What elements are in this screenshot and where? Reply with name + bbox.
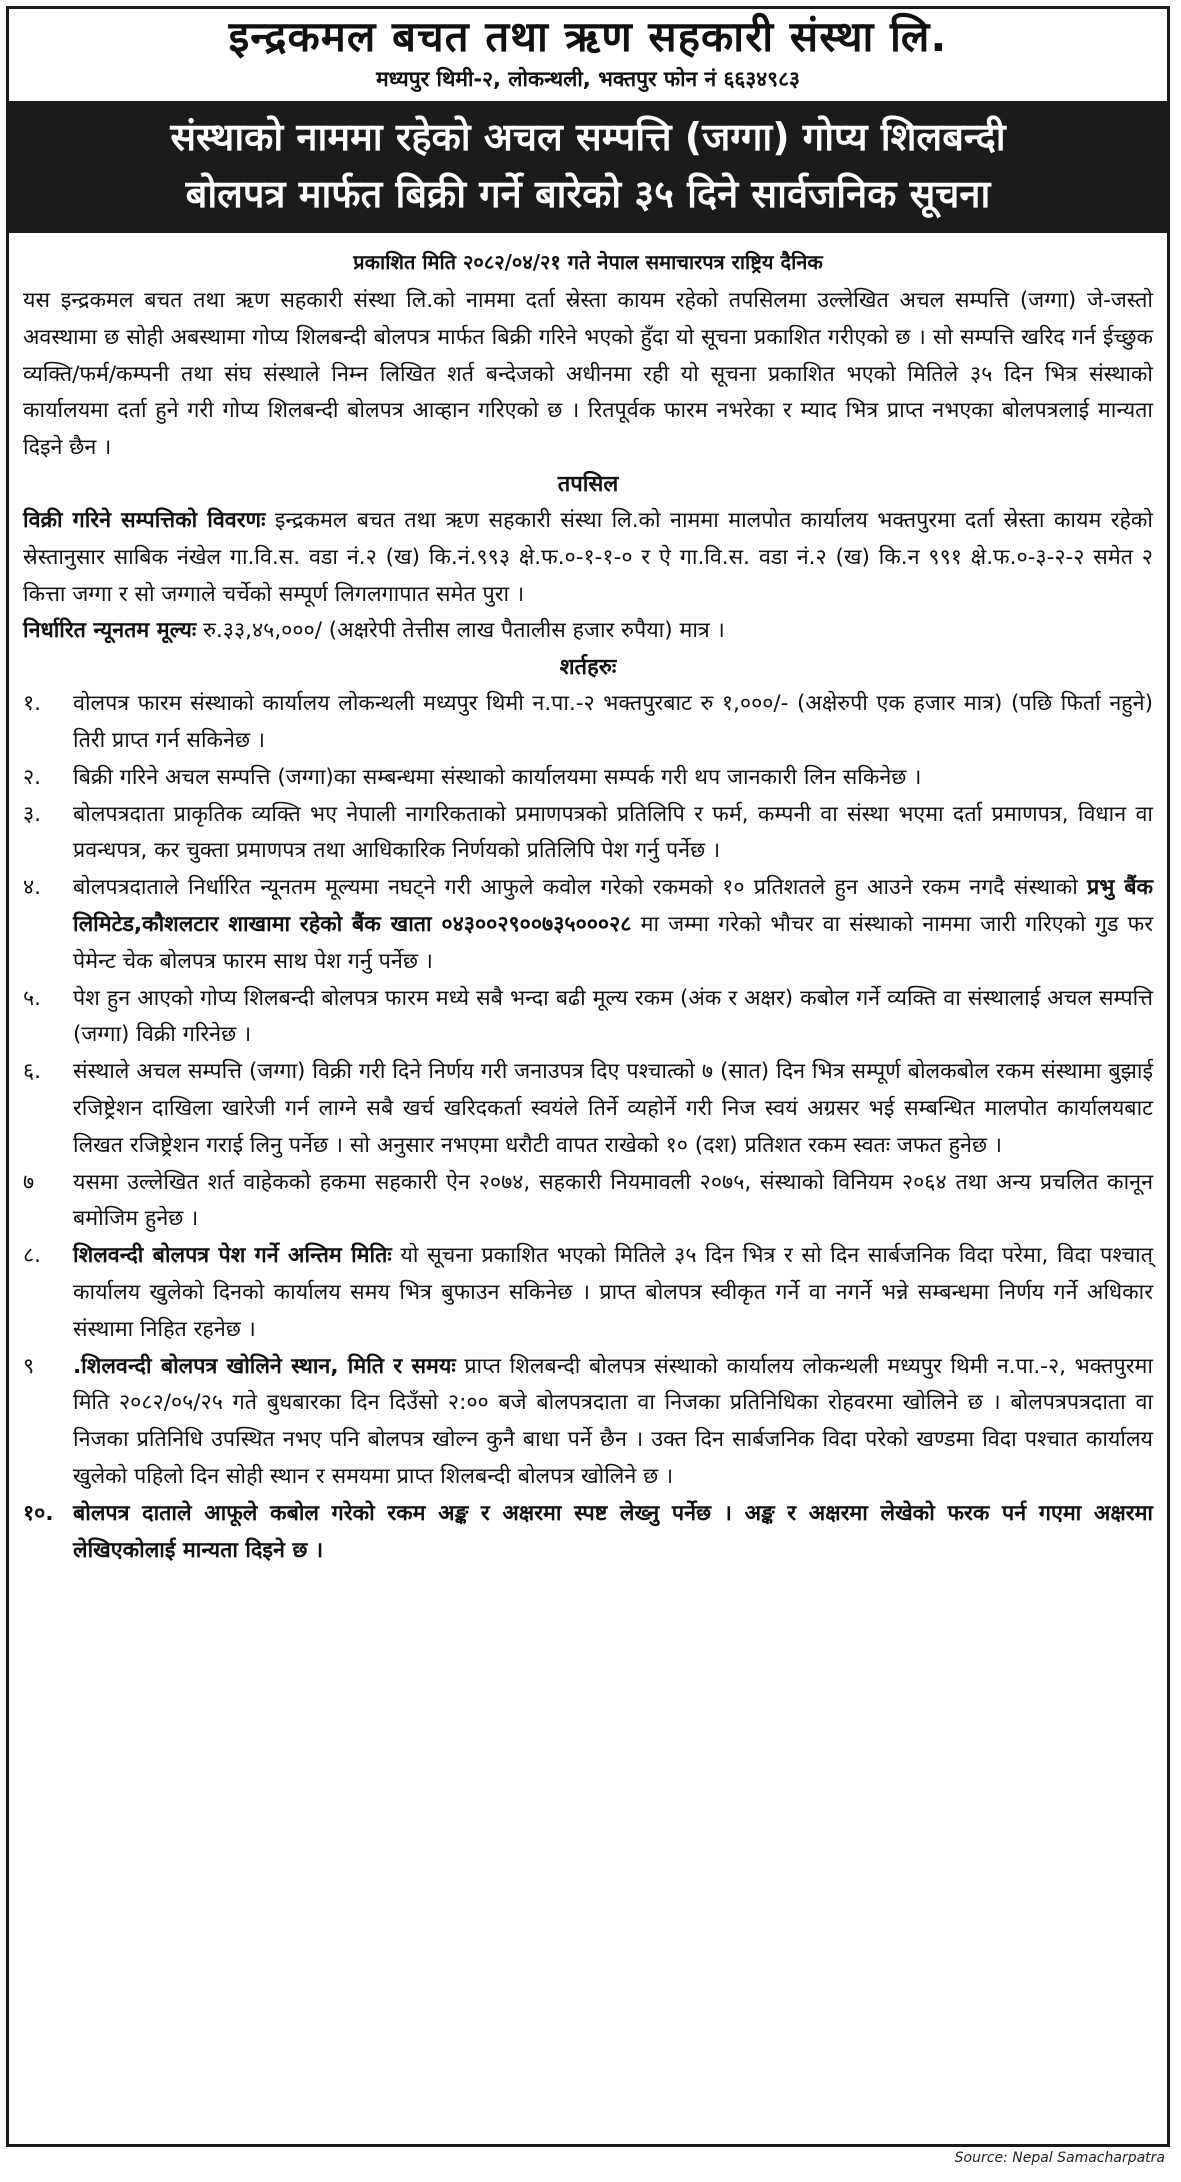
condition-number: २.	[23, 764, 42, 790]
source-credit: Source: Nepal Samacharpatra	[954, 2150, 1165, 2166]
condition-text: संस्थाले अचल सम्पत्ति (जग्गा) विक्री गरी दिने निर्णय गरी जनाउपत्र दिए पश्चात्को ७ (सात) दिन भित्र सम्पूर्ण बोलकबोल रकम संस्थामा बुझाई रजिष्ट्रेशन दाखिला खारेजी गर्न लाग्ने सबै खर्च खरिदकर्ता स्वयंले तिर्ने व्यहोर्ने गरी निज स्वयं अग्रसर भई सम्बन्धित मालपोत कार्यालयबाट लिखत रजिष्ट्रेशन गराई लिनु पर्नेछ । सो अनुसार नभएमा धरौटी वापत राखेको १० (दश) प्रतिशत रकम स्वतः जफत हुनेछ ।	[73, 1059, 1153, 1158]
condition-number: ४.	[23, 875, 42, 901]
property-label: विक्री गरिने सम्पत्तिको विवरणः	[23, 507, 266, 533]
condition-number: ३.	[23, 801, 42, 827]
condition-text-part: मा जम्मा गरेको भौचर वा संस्थाको नाममा जारी गरिएको गुड फर पेमेन्ट चेक बोलपत्र फारम साथ पेश गर्नु पर्नेछ ।	[73, 911, 1153, 974]
condition-text	[73, 870, 1153, 980]
condition-text: पेश हुन आएको गोप्य शिलबन्दी बोलपत्र फारम मध्ये सबै भन्दा बढी मूल्य रकम (अंक र अक्षर) कबोल गर्ने व्यक्ति वा संस्थालाई अचल सम्पत्ति (जग्गा) विक्री गरिनेछ ।	[73, 985, 1153, 1048]
conditions-heading: शर्तहरुः	[559, 655, 617, 681]
condition-text: बोलपत्रदाता प्राकृतिक व्यक्ति भए नेपाली नागरिकताको प्रमाणपत्रको प्रतिलिपि र फर्म, कम्पनी वा संस्था भएमा दर्ता प्रमाणपत्र, विधान वा प्रवन्धपत्र, कर चुक्ता प्रमाणपत्र तथा आधिकारिक निर्णयको प्रतिलिपि पेश गर्नु पर्नेछ ।	[73, 801, 1153, 864]
intro-paragraph: यस इन्द्रकमल बचत तथा ऋण सहकारी संस्था लि.को नाममा दर्ता स्रेस्ता कायम रहेको तपसिलमा उल्लेखित अचल सम्पत्ति (जग्गा) जे-जस्तो अवस्थामा छ सोही अबस्थामा गोप्य शिलबन्दी बोलपत्र मार्फत बिक्री गरिने भएको हुँदा यो सूचना प्रकाशित गरीएको छ । सो सम्पत्ति खरिद गर्न ईच्छुक व्यक्ति/फर्म/कम्पनी तथा संघ संस्थाले निम्न लिखित शर्त बन्देजको अधीनमा रही यो सूचना प्रकाशित भएको मितिले ३५ दिन भित्र संस्थाको कार्यालयमा दर्ता हुने गरी गोप्य शिलबन्दी बोलपत्र आव्हान गरिएको छ । रितपूर्वक फारम नभरेका र म्याद भित्र प्राप्त नभएका बोलपत्रलाई मान्यता दिइने छैन ।	[23, 288, 1153, 461]
conditions-list	[23, 686, 1153, 1569]
schedule-heading: तपसिल	[557, 471, 619, 497]
notice-body	[9, 247, 1167, 1569]
minimum-price	[23, 613, 1153, 650]
condition-number: १.	[23, 691, 42, 717]
published-date: प्रकाशित मिति २०८२/०४/२१ गते नेपाल समाचारपत्र राष्ट्रिय दैनिक	[353, 250, 823, 274]
condition-number: ५.	[23, 985, 42, 1011]
condition-item	[23, 1349, 1153, 1496]
banner-line-2: बोलपत्र मार्फत बिक्री गर्ने बारेको ३५ दिने सार्वजनिक सूचना	[185, 172, 991, 216]
property-description	[23, 503, 1153, 613]
organization-address: मध्यपुर थिमी-२, लोकन्थली, भक्तपुर फोन नं ६६३४९८३	[376, 67, 800, 91]
notice-title-banner	[9, 101, 1167, 233]
condition-text: यसमा उल्लेखित शर्त वाहेकको हकमा सहकारी ऐन २०७४, सहकारी नियमावली २०७५, संस्थाको विनियम २०६४ तथा अन्य प्रचलित कानून बमोजिम हुनेछ ।	[73, 1169, 1153, 1232]
condition-number: ७	[23, 1169, 35, 1195]
condition-number: ९	[23, 1353, 35, 1379]
property-text: इन्द्रकमल बचत तथा ऋण सहकारी संस्था लि.को नाममा मालपोत कार्यालय भक्तपुरमा दर्ता स्रेस्ता कायम रहेको स्रेस्तानुसार साबिक नंखेल गा.वि.स. वडा नं.२ (ख) कि.नं.९९३ क्षे.फ.०-१-१-० र ऐ गा.वि.स. वडा नं.२ (ख) कि.न ९९१ क्षे.फ.०-३-२-२ समेत २ कित्ता जग्गा र सो जग्गाले चर्चेको सम्पूर्ण लिगलगापात समेत पुरा ।	[23, 507, 1153, 607]
bank-account-details: प्रभु बैंक लिमिटेड,कौशलटार शाखामा रहेको बैंक खाता ०४३००२९००७३५०००२८	[73, 875, 1153, 937]
condition-item	[23, 1238, 1153, 1348]
minimum-price-text: रु.३३,४५,०००/ (अक्षरेपी तेत्तीस लाख पैतालीस हजार रुपैया) मात्र ।	[196, 618, 725, 644]
condition-label: .शिलवन्दी बोलपत्र खोलिने स्थान, मिति र समयः	[73, 1353, 456, 1379]
condition-text: वोलपत्र फारम संस्थाको कार्यालय लोकन्थली मध्यपुर थिमी न.पा.-२ भक्तपुरबाट रु १,०००/- (अक्षेरुपी एक हजार मात्र) (पछि फिर्ता नहुने) तिरी प्राप्त गर्न सकिनेछ ।	[73, 691, 1153, 753]
condition-label: शिलवन्दी बोलपत्र पेश गर्ने अन्तिम मितिः	[73, 1243, 392, 1269]
organization-name: इन्द्रकमल बचत तथा ऋण सहकारी संस्था लि.	[228, 12, 948, 61]
condition-text	[73, 1349, 1153, 1496]
condition-item	[23, 760, 1153, 797]
condition-text-part: प्राप्त शिलबन्दी बोलपत्र संस्थाको कार्यालय लोकन्थली मध्यपुर थिमी न.पा.-२, भक्तपुरमा मिति २०८२/०५/२५ गते बुधबारका दिन दिउँसो २:०० बजे बोलपत्रदाता वा निजका प्रतिनिधिका रोहवरमा खोलिने छ । बोलपत्रपत्रदाता वा निजका प्रतिनिधि उपस्थित नभए पनि बोलपत्र खोल्न कुनै बाधा पर्ने छैन । उक्त दिन सार्बजनिक विदा परेको खण्डमा विदा पश्चात कार्यालय खुलेको पहिलो दिन सोही स्थान र समयमा प्राप्त शिलबन्दी बोलपत्र खोलिने छ ।	[73, 1353, 1153, 1489]
notice-frame	[6, 6, 1170, 2147]
condition-text-part: यो सूचना प्रकाशित भएको मितिले ३५ दिन भित्र र सो दिन सार्बजनिक विदा परेमा, विदा पश्चात् कार्यालय खुलेको दिनको कार्यालय समय भित्र बुफाउन सकिनेछ । प्राप्त बोलपत्र स्वीकृत गर्ने वा नगर्ने भन्ने सम्बन्धमा निर्णय गर्ने अधिकार संस्थामा निहित रहनेछ ।	[73, 1243, 1154, 1342]
condition-number: १०.	[23, 1500, 54, 1526]
banner-line-1: संस्थाको नाममा रहेको अचल सम्पत्ति (जग्गा) गोप्य शिलबन्दी	[170, 115, 1006, 159]
condition-item	[23, 1496, 1153, 1570]
condition-number: ८.	[23, 1243, 42, 1269]
minimum-price-label: निर्धारित न्यूनतम मूल्यः	[23, 618, 197, 644]
condition-text-part: बोलपत्रदाताले निर्धारित न्यूनतम मूल्यमा नघट्ने गरी आफुले कवोल गरेको रकमको १० प्रतिशतले हुन आउने रकम नगदै संस्थाको	[73, 875, 1087, 901]
condition-item	[23, 870, 1153, 980]
condition-text: बिक्री गरिने अचल सम्पत्ति (जग्गा)का सम्बन्धमा संस्थाको कार्यालयमा सम्पर्क गरी थप जानकारी लिन सकिनेछ ।	[73, 764, 922, 790]
condition-item	[23, 686, 1153, 760]
condition-number: ६.	[23, 1059, 42, 1085]
condition-item	[23, 1165, 1153, 1239]
condition-item	[23, 797, 1153, 871]
condition-text	[73, 1238, 1153, 1348]
condition-item	[23, 1054, 1153, 1164]
condition-item	[23, 981, 1153, 1055]
condition-text: बोलपत्र दाताले आफूले कबोल गरेको रकम अङ्क र अक्षरमा स्पष्ट लेख्नु पर्नेछ । अङ्क र अक्षरमा लेखेको फरक पर्न गएमा अक्षरमा लेखिएकोलाई मान्यता दिइने छ ।	[73, 1500, 1153, 1563]
